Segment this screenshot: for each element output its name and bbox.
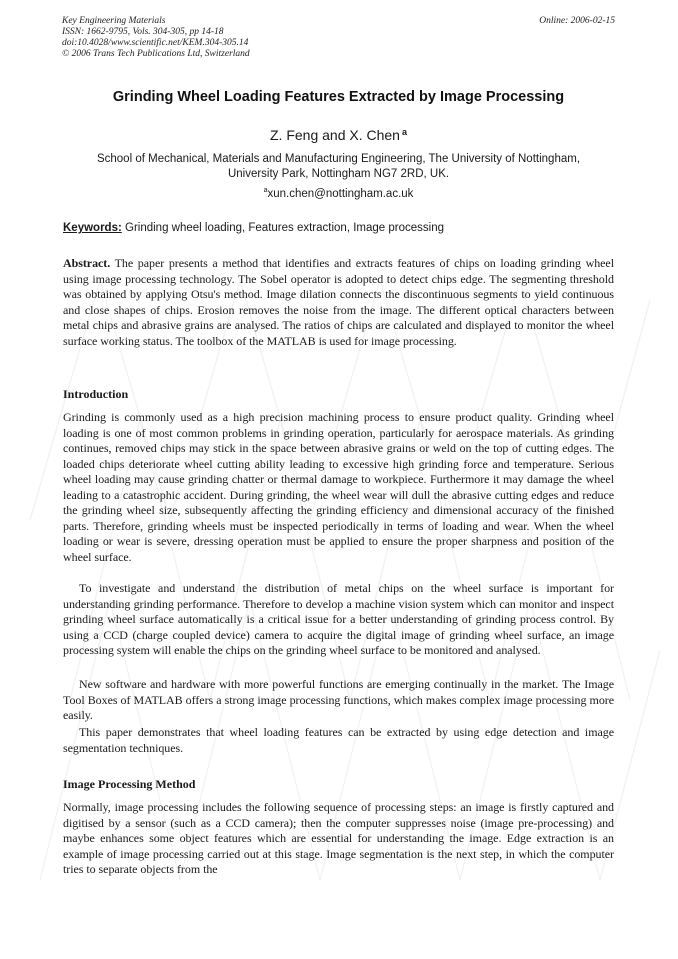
method-paragraph: Normally, image processing includes the following sequence of processing steps: an image is firstly captured and digitised by a sensor (such as a CCD camera); then the computer suppresses noise (image pre-processing) and maybe enhances some object features which are essential for understanding the image. Edge extraction is an example of image processing carried out at this stage. Image segmentation is the next step, in which the computer tries to separate objects from the: [63, 800, 614, 876]
doi-line[interactable]: doi:10.4028/www.scientific.net/KEM.304-305.14: [62, 38, 249, 48]
keywords-text: Grinding wheel loading, Features extraction, Image processing: [125, 222, 444, 234]
copyright-line: © 2006 Trans Tech Publications Ltd, Switzerland: [62, 49, 250, 59]
journal-name: Key Engineering Materials: [62, 16, 166, 26]
email-line: [62, 187, 615, 200]
author-affiliation-mark: a: [401, 127, 407, 137]
method-heading: Image Processing Method: [63, 777, 196, 791]
abstract-label: Abstract.: [63, 256, 111, 270]
intro-paragraph-1: Grinding is commonly used as a high precision machining process to ensure product quality. Grinding wheel loading is one of most common problems in grinding operation, particularly for aerospace materials. As grinding continues, removed chips may stick in the space between abrasive grains or weld on the top of cutting edges. The loaded chips deteriorate wheel cutting ability leading to excessive high grinding force and temperature. Serious wheel loading may cause grinding chatter or thermal damage to workpiece. Furthermore it may damage the wheel leading to a catastrophic accident. During grinding, the wheel wear will dull the abrasive cutting edges and reduce the grinding wheel size, subsequently affecting the grinding efficiency and dimensional accuracy of the finished parts. Therefore, grinding wheels must be inspected periodically in terms of loading and wear. When the wheel loading or wear is severe, dressing operation must be applied to ensure the proper sharpness and position of the wheel surface.: [63, 410, 614, 564]
intro-paragraph-3: New software and hardware with more powerful functions are emerging continually in the market. The Image Tool Boxes of MATLAB offers a strong image processing functions, which makes complex image processing more easily.: [63, 677, 614, 722]
abstract: [63, 256, 614, 349]
journal-header: [62, 16, 615, 60]
keywords-label: Keywords:: [63, 222, 122, 234]
paper-title: Grinding Wheel Loading Features Extracted by Image Processing: [112, 89, 565, 105]
keywords: [63, 222, 616, 234]
introduction-heading: Introduction: [63, 387, 129, 401]
email-mark: a: [263, 187, 268, 194]
abstract-text: The paper presents a method that identifies and extracts features of chips on loading grinding wheel using image processing technology. The Sobel operator is adopted to detect chips edge. The segmenting threshold was obtained by applying Otsu's method. Image dilation connects the discontinuous segments to yield continuous and close shapes of chips. Erosion removes the noise from the image. The different optical characters between metal chips and abrasive grains are analysed. The ratios of chips are calculated and displayed to monitor the wheel surface working status. The toolbox of the MATLAB is used for image processing.: [63, 256, 614, 348]
author-names: Z. Feng and X. Chen: [270, 127, 400, 143]
issn-line: ISSN: 1662-9795, Vols. 304-305, pp 14-18: [62, 27, 224, 37]
email-address[interactable]: xun.chen@nottingham.ac.uk: [267, 188, 414, 200]
affiliation: [62, 152, 615, 182]
intro-paragraph-4: This paper demonstrates that wheel loading features can be extracted by using edge detection and image segmentation techniques.: [63, 725, 614, 755]
online-date: Online: 2006-02-15: [539, 16, 615, 26]
affiliation-line-1: School of Mechanical, Materials and Manufacturing Engineering, The University of Nottingham,: [96, 153, 581, 165]
authors-line: [62, 127, 615, 143]
affiliation-line-2: University Park, Nottingham NG7 2RD, UK.: [227, 168, 450, 180]
intro-paragraph-2: To investigate and understand the distribution of metal chips on the wheel surface is important for understanding grinding performance. Therefore to develop a machine vision system which can monitor and inspect grinding wheel surface automatically is a critical issue for a better understanding of grinding process control. By using a CCD (charge coupled device) camera to acquire the digital image of grinding wheel surface, an image processing system will enable the chips on the grinding wheel surface to be monitored and analysed.: [63, 581, 614, 657]
